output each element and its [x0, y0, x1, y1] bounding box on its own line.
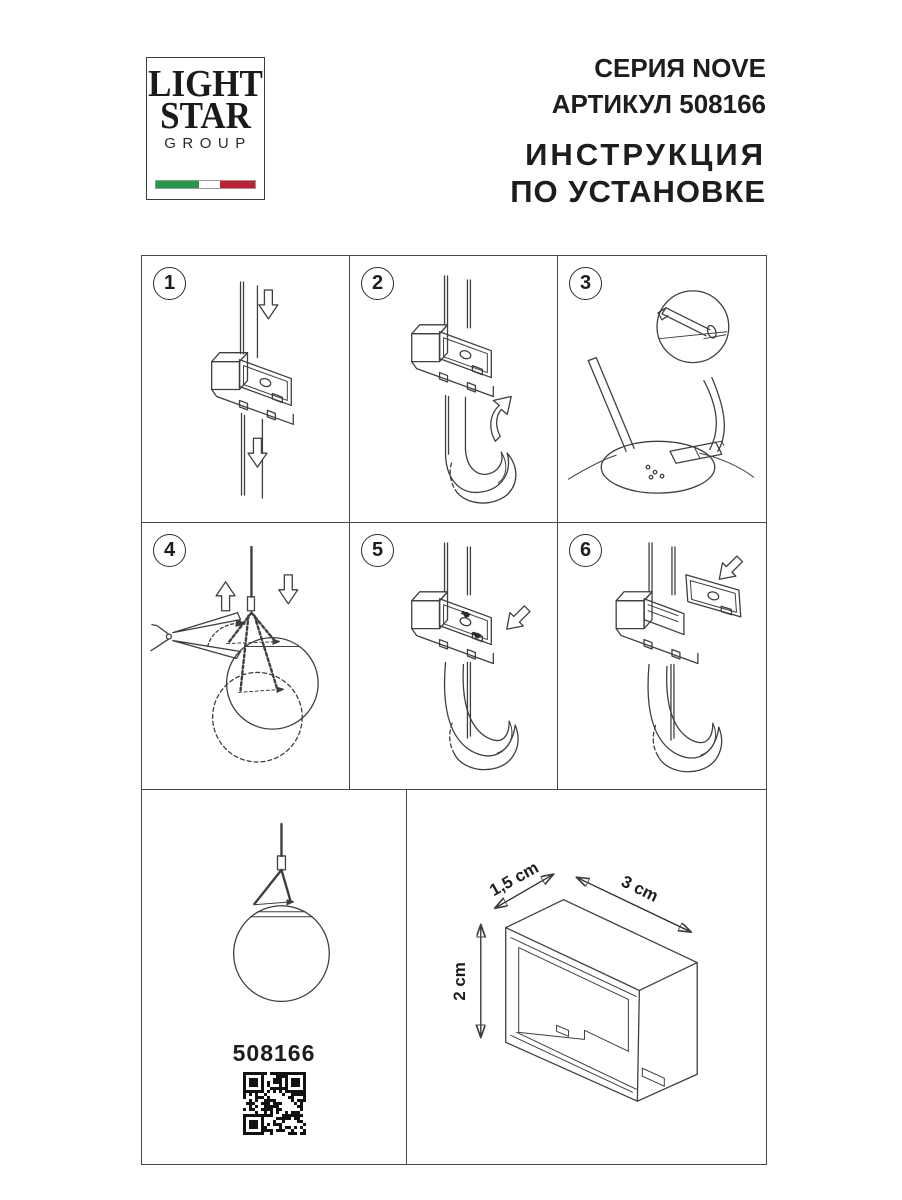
title-line-1: ИНСТРУКЦИЯ: [525, 137, 766, 172]
svg-text:1,5 cm: 1,5 cm: [486, 857, 542, 901]
step-number-badge: 2: [361, 267, 394, 300]
series-line: СЕРИЯ NOVE: [594, 53, 766, 83]
step-number-badge: 5: [361, 534, 394, 567]
dimensions-panel: [406, 789, 766, 1164]
lightstar-logo: [146, 57, 265, 200]
detail-circle: [657, 291, 729, 363]
logo-word-star: STAR: [160, 94, 251, 137]
dimension-depth: [486, 858, 552, 908]
curved-arrow-icon: [491, 396, 511, 441]
svg-text:2 cm: 2 cm: [449, 962, 469, 1001]
step-number-badge: 3: [569, 267, 602, 300]
step-2-panel: [349, 255, 557, 522]
scissors-icon: [151, 613, 241, 659]
italian-flag-icon: [155, 180, 256, 189]
instruction-grid: [141, 255, 767, 1165]
dimension-length: [578, 872, 691, 932]
arrow-down-icon: [248, 438, 267, 467]
step-number-badge: 4: [153, 534, 186, 567]
logo-word-light: LIGHT: [148, 62, 263, 105]
arrow-down-icon: [279, 575, 298, 604]
arrow-up-icon: [216, 582, 235, 611]
step-5-panel: [349, 522, 557, 789]
header-title-block: [510, 50, 766, 210]
title-line-2: ПО УСТАНОВКЕ: [510, 174, 766, 209]
product-panel: [141, 789, 406, 1164]
step-6-panel: [557, 522, 766, 789]
step-1-panel: [141, 255, 349, 522]
dimension-drawing: [407, 790, 766, 1164]
qr-code: [243, 1072, 306, 1135]
step-number-badge: 6: [569, 534, 602, 567]
glass-sphere: [234, 906, 330, 1002]
step-number-badge: 1: [153, 267, 186, 300]
dimension-height: [450, 926, 481, 1037]
step-4-panel: [141, 522, 349, 789]
logo-word-group: GROUP: [164, 135, 252, 152]
arrow-down-icon: [259, 290, 278, 319]
cover-plate: [686, 571, 741, 620]
step-3-panel: [557, 255, 766, 522]
product-article-number: 508166: [232, 1040, 316, 1066]
article-line: АРТИКУЛ 508166: [551, 89, 766, 119]
canopy-plate: [601, 441, 715, 493]
arrow-down-left-icon: [500, 602, 534, 636]
arrow-down-left-icon: [713, 552, 747, 586]
svg-text:3 cm: 3 cm: [618, 871, 662, 906]
